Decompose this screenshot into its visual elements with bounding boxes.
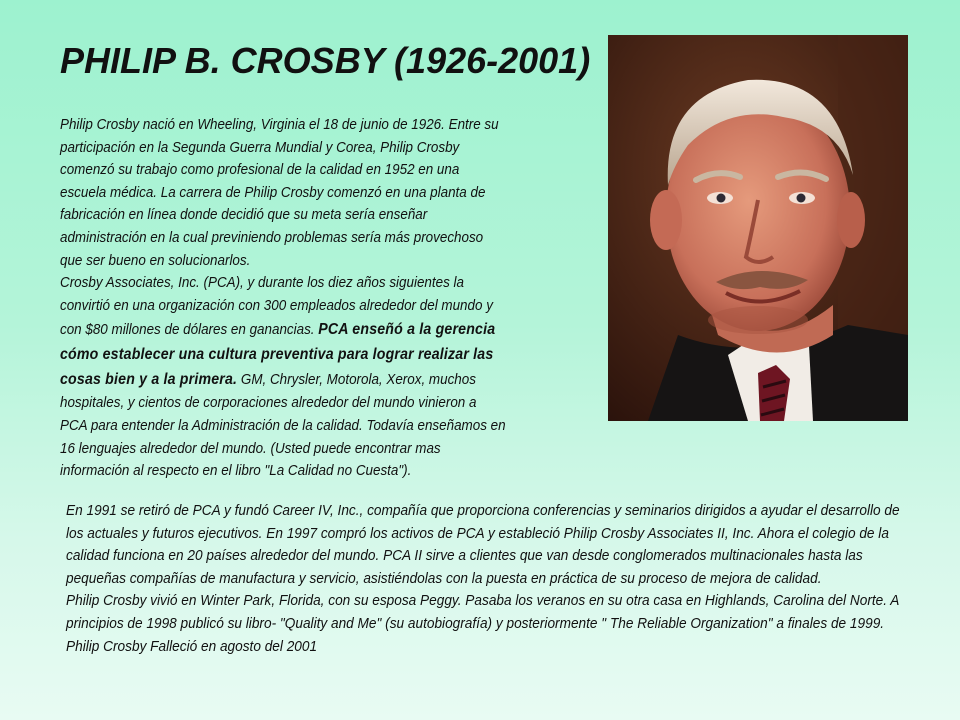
biography-paragraph — [60, 114, 506, 272]
bio-part-3: GM, Chrysler, Motorola, Xerox, muchos hospitales, y cientos de corporaciones alrededor del mundo vinieron a PCA para entender la Administración de la calidad. Todavía enseñamos en 16 lenguajes alrededor del mundo. (Usted puede encontrar mas información al respecto en el libro "La Calidad no Cuesta"). — [60, 372, 506, 480]
page-title: PHILIP B. CROSBY (1926-2001) — [60, 40, 591, 81]
biography-paragraph — [60, 272, 506, 483]
biography-left-text — [60, 114, 506, 483]
portrait-photo — [608, 35, 908, 421]
biography-paragraph: En 1991 se retiró de PCA y fundó Career IV, Inc., compañía que proporciona conferencias y seminarios dirigidos a ayudar el desarrollo de los actuales y futuros ejecutivos. En 1997 compró los activos de PCA y estableció Philip Crosby Associates II, Inc. Ahora el colegio de la calidad funciona en 20 países alrededor del mundo. PCA II sirve a clientes que van desde conglomerados multinacionales hasta las pequeñas compañías de manufactura y servicio, asistiéndolas con la puesta en práctica de su proceso de mejora de calidad. — [66, 503, 900, 587]
bio-part-1: Philip Crosby nació en Wheeling, Virginia el 18 de junio de 1926. Entre su participación en la Segunda Guerra Mundial y Corea, Philip Crosby comenzó su trabajo como profesional de la calidad en 1952 en una escuela médica. La carrera de Philip Crosby comenzó en una planta de fabricación en línea donde decidió que su meta sería enseñar administración en la cual previniendo problemas sería más provechoso que ser bueno en solucionarlos. — [60, 117, 499, 269]
bio-emphasis: PCA enseñó a la gerencia cómo establecer una cultura preventiva para lograr realizar las cosas bien y a la primera. — [60, 321, 496, 389]
biography-bottom-text — [66, 500, 908, 658]
bio-part-2: Crosby Associates, Inc. (PCA), y durante los diez años siguientes la convirtió en una organización con 300 empleados alrededor del mundo y con $80 millones de dólares en ganancias. — [60, 275, 493, 339]
biography-paragraph: Philip Crosby vivió en Winter Park, Florida, con su esposa Peggy. Pasaba los veranos en su otra casa en Highlands, Carolina del Norte. A principios de 1998 publicó su libro- "Quality and Me" (su autobiografía) y posteriormente " The Reliable Organization" a finales de 1999. Philip Crosby Falleció en agosto del 2001 — [66, 593, 899, 655]
portrait-illustration — [608, 35, 908, 421]
